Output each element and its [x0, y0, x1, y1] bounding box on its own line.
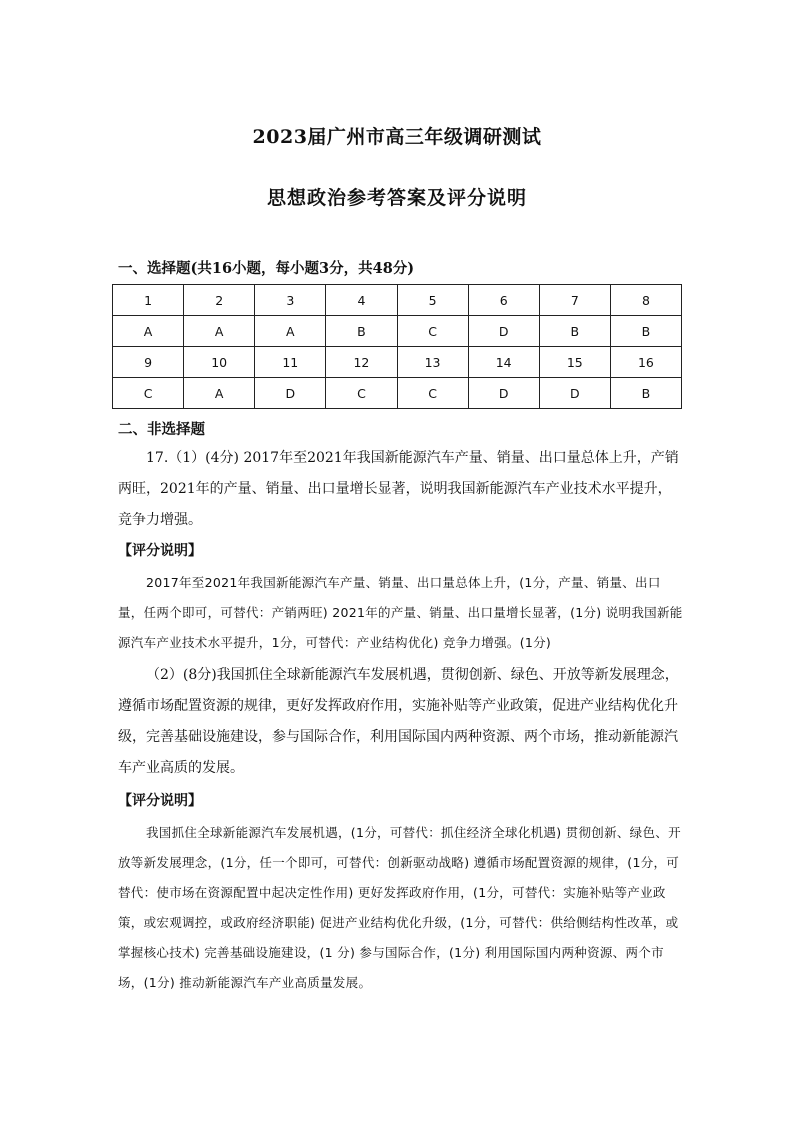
table-cell: A [113, 316, 184, 347]
table-cell: 3 [255, 285, 326, 316]
table-row-answers [113, 378, 682, 409]
document-subtitle: 思想政治参考答案及评分说明 [266, 187, 527, 209]
scoring-label: 【评分说明】 [118, 793, 202, 809]
table-cell: A [255, 316, 326, 347]
table-cell: 12 [326, 347, 397, 378]
answer-text: 17.（1）(4分) 2017年至2021年我国新能源汽车产量、销量、出口量总体上升，产销两旺，2021年的产量、销量、出口量增长显著，说明我国新能源汽车产业技术水平提升，竞争力增强。 [118, 450, 679, 528]
question-17-part-1-answer [118, 443, 684, 536]
table-cell: D [255, 378, 326, 409]
table-cell: D [539, 378, 610, 409]
answer-text: （2）(8分)我国抓住全球新能源汽车发展机遇，贯彻创新、绿色、开放等新发展理念，遵循市场配置资源的规律，更好发挥政府作用，实施补贴等产业政策，促进产业结构优化升级，完善基础设施建设，参与国际合作，利用国际国内两种资源、两个市场，推动新能源汽车产业高质的发展。 [118, 667, 679, 776]
table-cell: 15 [539, 347, 610, 378]
table-cell: 14 [468, 347, 539, 378]
table-cell: C [113, 378, 184, 409]
table-cell: D [468, 316, 539, 347]
table-cell: 8 [610, 285, 681, 316]
scoring-notes-part-1 [118, 568, 684, 658]
table-cell: B [610, 378, 681, 409]
scoring-notes-part-2 [118, 818, 684, 998]
table-row-question-numbers [113, 347, 682, 378]
table-cell: 13 [397, 347, 468, 378]
scoring-text: 我国抓住全球新能源汽车发展机遇，(1分，可替代：抓住经济全球化机遇) 贯彻创新、绿色、开放等新发展理念，(1分，任一个即可，可替代：创新驱动战略) 遵循市场配置资源的规律，(1分，可替代：使市场在资源配置中起决定性作用) 更好发挥政府作用，(1分，可替代：实施补贴等产业政策，或宏观调控，或政府经济职能) 促进产业结构优化升级，(1分，可替代：供给侧结构性改革，或掌握核心技术) 完善基础设施建设，(1 分) 参与国际合作，(1分) 利用国际国内两种资源、两个市场，(1分) 推动新能源汽车产业高质量发展。 [118, 825, 681, 990]
scoring-label: 【评分说明】 [118, 543, 202, 559]
table-cell: 11 [255, 347, 326, 378]
table-cell: 9 [113, 347, 184, 378]
table-cell: B [539, 316, 610, 347]
table-cell: C [326, 378, 397, 409]
scoring-text: 2017年至2021年我国新能源汽车产量、销量、出口量总体上升，(1分，产量、销量、出口量，任两个即可，可替代：产销两旺) 2021年的产量、销量、出口量增长显著，(1分) 说明我国新能源汽车产业技术水平提升，1分，可替代：产业结构优化) 竞争力增强。(1分) [118, 575, 683, 650]
question-17-part-2-answer [118, 660, 684, 784]
table-cell: 1 [113, 285, 184, 316]
table-cell: B [610, 316, 681, 347]
table-cell: A [184, 316, 255, 347]
table-cell: C [397, 316, 468, 347]
multiple-choice-answer-table [112, 284, 682, 409]
table-cell: 7 [539, 285, 610, 316]
section-2-heading: 二、非选择题 [118, 421, 205, 438]
table-cell: 16 [610, 347, 681, 378]
table-cell: 5 [397, 285, 468, 316]
table-row-question-numbers [113, 285, 682, 316]
table-cell: 10 [184, 347, 255, 378]
table-cell: D [468, 378, 539, 409]
table-cell: 4 [326, 285, 397, 316]
section-1-heading: 一、选择题(共16小题，每小题3分，共48分) [118, 260, 415, 277]
table-cell: 2 [184, 285, 255, 316]
table-row-answers [113, 316, 682, 347]
table-cell: 6 [468, 285, 539, 316]
table-cell: A [184, 378, 255, 409]
document-title: 2023届广州市高三年级调研测试 [252, 126, 542, 148]
table-cell: C [397, 378, 468, 409]
table-cell: B [326, 316, 397, 347]
